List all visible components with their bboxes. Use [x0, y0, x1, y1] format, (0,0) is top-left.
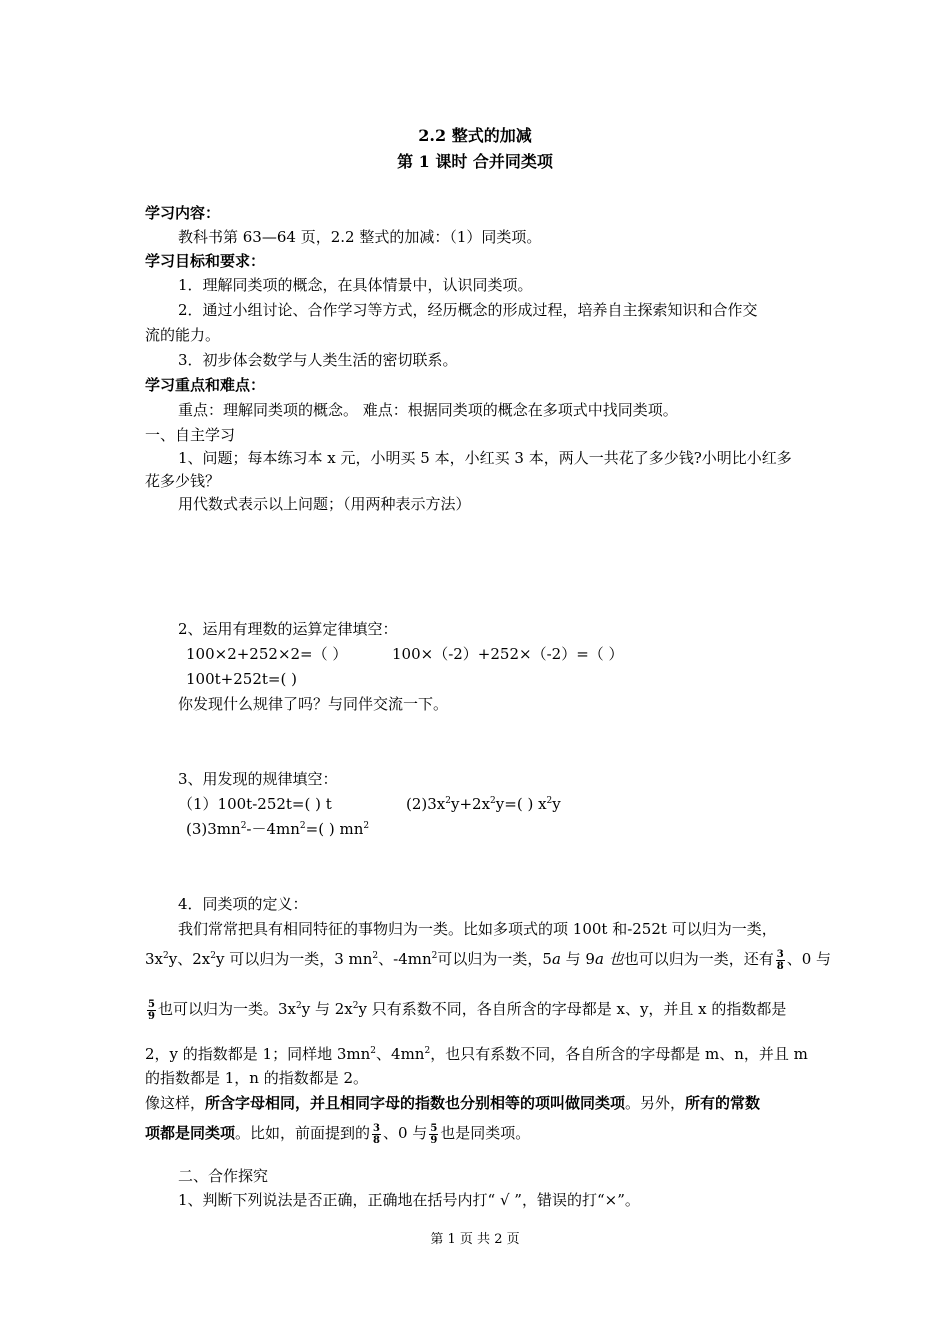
q4-heading: 4．同类项的定义： — [178, 895, 308, 913]
q3-heading: 3、用发现的规律填空： — [178, 770, 338, 788]
q4-para-5: 的指数都是 1，n 的指数都是 2。 — [145, 1069, 369, 1087]
fraction-3-8-b: $\frac{3}{8}$ — [373, 1122, 380, 1146]
goal-item-1: 1．理解同类项的概念，在具体情景中，认识同类项。 — [178, 276, 533, 294]
q2-line-2: 100t+252t=( ) — [186, 670, 297, 688]
q4-para-2: $3x^2y$、$2x^2y$ 可以归为一类，3 $mn^2$、$-4mn^2$可以归为一类，5a 与 9a 也也可以归为一类，还有 $\frac{3}{8}$ 、0 与 — [145, 948, 832, 972]
part1-heading: 一、自主学习 — [145, 426, 236, 444]
doc-subtitle: 第 1 课时 合并同类项 — [397, 152, 553, 171]
fraction-5-9-b: $\frac{5}{9}$ — [430, 1122, 438, 1146]
q4-para-7: 项都是同类项。比如，前面提到的 $\frac{3}{8}$ 、0 与 $\frac{5}{9}$ 也是同类项。 — [145, 1122, 531, 1146]
doc-title: 2.2 整式的加减 — [418, 126, 532, 145]
goal-item-3: 3．初步体会数学与人类生活的密切联系。 — [178, 351, 458, 369]
fraction-3-8: $\frac{3}{8}$ — [776, 948, 784, 972]
q4-para-1: 我们常常把具有相同特征的事物归为一类。比如多项式的项 100t 和-252t 可以归为一类， — [178, 920, 777, 938]
q3-line-1a: （1）100t-252t=( ) t — [178, 795, 332, 813]
content-heading: 学习内容： — [145, 204, 221, 222]
q1-line-a: 1、问题；每本练习本 x 元，小明买 5 本，小红买 3 本，两人一共花了多少钱?小明比小红多 — [178, 449, 792, 467]
key-text: 重点：理解同类项的概念。 难点：根据同类项的概念在多项式中找同类项。 — [178, 401, 678, 419]
q1-line-b: 花多少钱？ — [145, 472, 221, 490]
fraction-5-9: $\frac{5}{9}$ — [148, 998, 155, 1022]
q4-para-3: $\frac{5}{9}$ 也可以归为一类。$3x^2y$ 与 $2x^2y$ 只有系数不同，各自所含的字母都是 x、y，并且 x 的指数都是 — [148, 998, 787, 1022]
q2-line-3: 你发现什么规律了吗？与同伴交流一下。 — [178, 695, 449, 713]
q3-line-1b: $(2)3x^2y+2x^2y=$( ) $x^2y$ — [406, 795, 561, 813]
goals-heading: 学习目标和要求： — [145, 252, 266, 270]
q3-line-2: $(3)3mn^2--4mn^2=$( ) $mn^2$ — [186, 820, 370, 838]
q1-line-c: 用代数式表示以上问题；（用两种表示方法） — [178, 495, 471, 513]
q4-para-4: 2，y 的指数都是 1；同样地 $3mn^2$、$4mn^2$，也只有系数不同，各自所含的字母都是 m、n，并且 m — [145, 1045, 808, 1063]
goal-item-2a: 2．通过小组讨论、合作学习等方式，经历概念的形成过程，培养自主探索知识和合作交 — [178, 301, 758, 319]
page-footer: 第 1 页 共 2 页 — [430, 1232, 520, 1247]
goal-item-2b: 流的能力。 — [145, 326, 221, 344]
part2-heading: 二、合作探究 — [178, 1167, 269, 1185]
q4-para-6: 像这样，所含字母相同，并且相同字母的指数也分别相等的项叫做同类项。另外，所有的常数 — [145, 1094, 761, 1112]
part2-q1: 1、判断下列说法是否正确，正确地在括号内打“ √ ”，错误的打“×”。 — [178, 1191, 640, 1209]
q2-line-1b: 100×（-2）+252×（-2）=（ ） — [392, 645, 624, 663]
content-text: 教科书第 63—64 页，2.2 整式的加减：（1）同类项。 — [178, 228, 542, 246]
q2-line-1a: 100×2+252×2=（ ） — [186, 645, 348, 663]
q2-heading: 2、运用有理数的运算定律填空： — [178, 620, 398, 638]
key-heading: 学习重点和难点： — [145, 376, 266, 394]
